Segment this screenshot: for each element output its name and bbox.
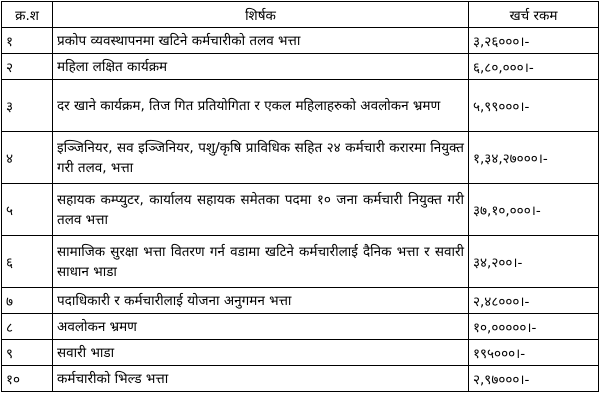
row-amount: १,३४,२७०००।- bbox=[469, 132, 599, 184]
row-amount: १९५०००।- bbox=[469, 340, 599, 366]
table-row bbox=[2, 184, 599, 236]
table-row bbox=[2, 314, 599, 340]
row-serial-number: ४ bbox=[2, 132, 53, 184]
table-header-row bbox=[2, 2, 599, 28]
table-row bbox=[2, 132, 599, 184]
row-serial-number: १० bbox=[2, 366, 53, 392]
row-amount: ३,२६०००।- bbox=[469, 28, 599, 54]
row-serial-number: ५ bbox=[2, 184, 53, 236]
row-serial-number: ६ bbox=[2, 236, 53, 288]
header-title: शिर्षक bbox=[53, 2, 469, 28]
row-serial-number: ७ bbox=[2, 288, 53, 314]
row-title: सहायक कम्प्युटर, कार्यालय सहायक समेतका पदमा १० जना कर्मचारी नियुक्त गरी तलव भत्ता bbox=[53, 184, 469, 236]
budget-table bbox=[1, 1, 599, 392]
row-amount: १०,०००००।- bbox=[469, 314, 599, 340]
row-title: सामाजिक सुरक्षा भत्ता वितरण गर्न वडामा खटिने कर्मचारीलाई दैनिक भत्ता र सवारी साधान भाडा bbox=[53, 236, 469, 288]
table-row bbox=[2, 366, 599, 392]
table-row bbox=[2, 288, 599, 314]
row-serial-number: ८ bbox=[2, 314, 53, 340]
table-row bbox=[2, 80, 599, 132]
table-row bbox=[2, 28, 599, 54]
row-title: कर्मचारीको भिल्ड भत्ता bbox=[53, 366, 469, 392]
row-title: प्रकोप व्यवस्थापनमा खटिने कर्मचारीको तलव भत्ता bbox=[53, 28, 469, 54]
row-title: अवलोकन भ्रमण bbox=[53, 314, 469, 340]
row-amount: २,९७०००।- bbox=[469, 366, 599, 392]
row-title: सवारी भाडा bbox=[53, 340, 469, 366]
row-title: महिला लक्षित कार्यक्रम bbox=[53, 54, 469, 80]
row-title: पदाधिकारी र कर्मचारीलाई योजना अनुगमन भत्ता bbox=[53, 288, 469, 314]
table-row bbox=[2, 54, 599, 80]
row-amount: २,४८०००।- bbox=[469, 288, 599, 314]
row-title: दर खाने कार्यक्रम, तिज गित प्रतियोगिता र एकल महिलाहरुको अवलोकन भ्रमण bbox=[53, 80, 469, 132]
row-serial-number: १ bbox=[2, 28, 53, 54]
row-serial-number: ३ bbox=[2, 80, 53, 132]
row-amount: ३४,२००।- bbox=[469, 236, 599, 288]
header-serial-number: क्र.श bbox=[2, 2, 53, 28]
row-amount: ५,९९०००।- bbox=[469, 80, 599, 132]
table-row bbox=[2, 236, 599, 288]
row-serial-number: ९ bbox=[2, 340, 53, 366]
header-amount: खर्च रकम bbox=[469, 2, 599, 28]
row-amount: ३७,१०,०००।- bbox=[469, 184, 599, 236]
row-amount: ६,८०,०००।- bbox=[469, 54, 599, 80]
row-serial-number: २ bbox=[2, 54, 53, 80]
table-row bbox=[2, 340, 599, 366]
row-title: इञ्जिनियर, सव इञ्जिनियर, पशु/कृषि प्राविधिक सहित २४ कर्मचारी करारमा नियुक्त गरी तलव, भत्ता bbox=[53, 132, 469, 184]
